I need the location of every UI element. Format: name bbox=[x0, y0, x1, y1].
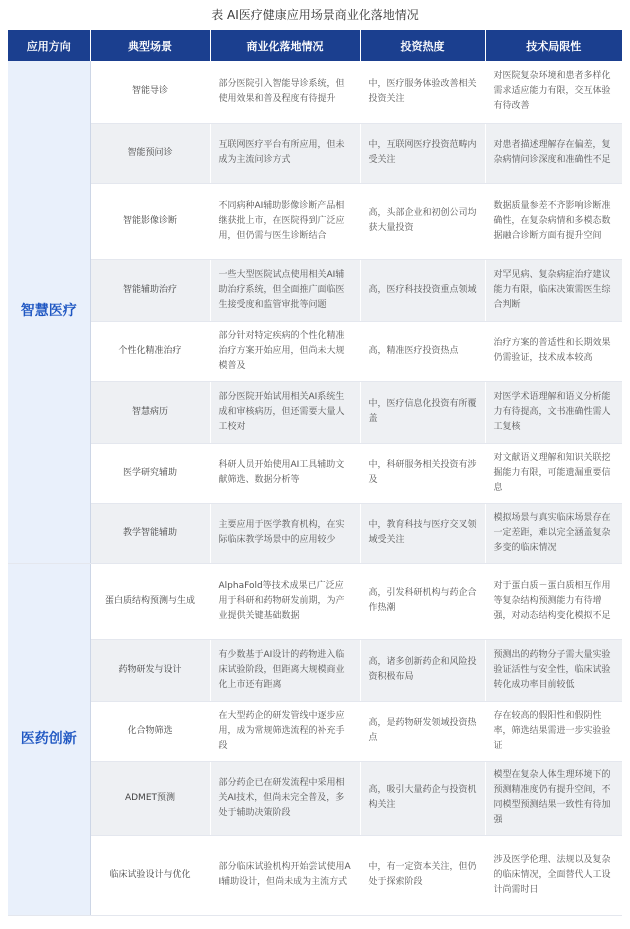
commercial-cell: 在大型药企的研发管线中逐步应用，成为常规筛选流程的补充手段 bbox=[210, 701, 360, 761]
table-row bbox=[8, 503, 622, 563]
commercial-cell: AlphaFold等技术成果已广泛应用于科研和药物研发前期，为产业提供关键基础数据 bbox=[210, 563, 360, 639]
investment-cell: 高，是药物研发领域投资热点 bbox=[360, 701, 485, 761]
table-row bbox=[8, 123, 622, 183]
limitation-cell: 对医院复杂环境和患者多样化需求适应能力有限，交互体验有待改善 bbox=[485, 61, 622, 123]
category-cell: 智慧医疗 bbox=[8, 61, 90, 563]
scene-cell: 智慧病历 bbox=[90, 381, 210, 443]
investment-cell: 中，科研服务相关投资有涉及 bbox=[360, 443, 485, 503]
investment-cell: 高，诸多创新药企和风险投资积极布局 bbox=[360, 639, 485, 701]
investment-cell: 高，精准医疗投资热点 bbox=[360, 321, 485, 381]
table-row bbox=[8, 183, 622, 259]
investment-cell: 高，引发科研机构与药企合作热潮 bbox=[360, 563, 485, 639]
limitation-cell: 模拟场景与真实临床场景存在一定差距，难以完全涵盖复杂多变的临床情况 bbox=[485, 503, 622, 563]
limitation-cell: 对医学术语理解和语义分析能力有待提高，文书准确性需人工复核 bbox=[485, 381, 622, 443]
scene-cell: ADMET预测 bbox=[90, 761, 210, 835]
category-cell: 医药创新 bbox=[8, 563, 90, 915]
commercial-cell: 不同病种AI辅助影像诊断产品相继获批上市，在医院得到广泛应用，但仍需与医生诊断结合 bbox=[210, 183, 360, 259]
header-direction: 应用方向 bbox=[8, 30, 90, 61]
scene-cell: 医学研究辅助 bbox=[90, 443, 210, 503]
table-row bbox=[8, 835, 622, 915]
limitation-cell: 模型在复杂人体生理环境下的预测精准度仍有提升空间，不同模型预测结果一致性有待加强 bbox=[485, 761, 622, 835]
investment-cell: 中，医疗服务体验改善相关投资关注 bbox=[360, 61, 485, 123]
investment-cell: 中，互联网医疗投资范畴内受关注 bbox=[360, 123, 485, 183]
limitation-cell: 涉及医学伦理、法规以及复杂的临床情况，全面替代人工设计尚需时日 bbox=[485, 835, 622, 915]
limitation-cell: 存在较高的假阳性和假阴性率，筛选结果需进一步实验验证 bbox=[485, 701, 622, 761]
limitation-cell: 治疗方案的普适性和长期效果仍需验证，技术成本较高 bbox=[485, 321, 622, 381]
header-row bbox=[8, 30, 622, 61]
investment-cell: 高，医疗科技投资重点领域 bbox=[360, 259, 485, 321]
header-limitation: 技术局限性 bbox=[485, 30, 622, 61]
commercial-cell: 互联网医疗平台有所应用，但未成为主流问诊方式 bbox=[210, 123, 360, 183]
table-row bbox=[8, 381, 622, 443]
limitation-cell: 对罕见病、复杂病症治疗建议能力有限，临床决策需医生综合判断 bbox=[485, 259, 622, 321]
scene-cell: 化合物筛选 bbox=[90, 701, 210, 761]
header-commercial: 商业化落地情况 bbox=[210, 30, 360, 61]
commercial-cell: 部分药企已在研发流程中采用相关AI技术，但尚未完全普及，多处于辅助决策阶段 bbox=[210, 761, 360, 835]
scene-cell: 智能导诊 bbox=[90, 61, 210, 123]
limitation-cell: 对患者描述理解存在偏差，复杂病情问诊深度和准确性不足 bbox=[485, 123, 622, 183]
scene-cell: 药物研发与设计 bbox=[90, 639, 210, 701]
investment-cell: 中，医疗信息化投资有所覆盖 bbox=[360, 381, 485, 443]
commercial-cell: 部分医院引入智能导诊系统，但使用效果和普及程度有待提升 bbox=[210, 61, 360, 123]
scene-cell: 智能预问诊 bbox=[90, 123, 210, 183]
limitation-cell: 对于蛋白质－蛋白质相互作用等复杂结构预测能力有待增强，对动态结构变化模拟不足 bbox=[485, 563, 622, 639]
limitation-cell: 预测出的药物分子需大量实验验证活性与安全性，临床试验转化成功率目前较低 bbox=[485, 639, 622, 701]
scene-cell: 蛋白质结构预测与生成 bbox=[90, 563, 210, 639]
header-investment: 投资热度 bbox=[360, 30, 485, 61]
scene-cell: 教学智能辅助 bbox=[90, 503, 210, 563]
scene-cell: 个性化精准治疗 bbox=[90, 321, 210, 381]
table-row bbox=[8, 701, 622, 761]
limitation-cell: 数据质量参差不齐影响诊断准确性，在复杂病情和多模态数据融合诊断方面有提升空间 bbox=[485, 183, 622, 259]
table-row bbox=[8, 61, 622, 123]
scene-cell: 临床试验设计与优化 bbox=[90, 835, 210, 915]
commercial-cell: 部分医院开始试用相关AI系统生成和审核病历，但还需要大量人工校对 bbox=[210, 381, 360, 443]
commercial-cell: 科研人员开始使用AI工具辅助文献筛选、数据分析等 bbox=[210, 443, 360, 503]
investment-cell: 高，头部企业和初创公司均获大量投资 bbox=[360, 183, 485, 259]
commercial-cell: 一些大型医院试点使用相关AI辅助治疗系统，但全面推广面临医生接受度和监管审批等问题 bbox=[210, 259, 360, 321]
scene-cell: 智能辅助治疗 bbox=[90, 259, 210, 321]
table-row bbox=[8, 563, 622, 639]
commercial-cell: 部分针对特定疾病的个性化精准治疗方案开始应用，但尚未大规模普及 bbox=[210, 321, 360, 381]
commercial-cell: 主要应用于医学教育机构，在实际临床教学场景中的应用较少 bbox=[210, 503, 360, 563]
commercial-cell: 部分临床试验机构开始尝试使用AI辅助设计，但尚未成为主流方式 bbox=[210, 835, 360, 915]
table-row bbox=[8, 639, 622, 701]
table-row bbox=[8, 761, 622, 835]
table-row bbox=[8, 321, 622, 381]
commercial-cell: 有少数基于AI设计的药物进入临床试验阶段，但距离大规模商业化上市还有距离 bbox=[210, 639, 360, 701]
header-scene: 典型场景 bbox=[90, 30, 210, 61]
investment-cell: 中，教育科技与医疗交叉领域受关注 bbox=[360, 503, 485, 563]
investment-cell: 中，有一定资本关注，但仍处于探索阶段 bbox=[360, 835, 485, 915]
table-caption: 表 AI医疗健康应用场景商业化落地情况 bbox=[211, 8, 419, 22]
investment-cell: 高，吸引大量药企与投资机构关注 bbox=[360, 761, 485, 835]
table-row bbox=[8, 443, 622, 503]
limitation-cell: 对文献语义理解和知识关联挖掘能力有限，可能遗漏重要信息 bbox=[485, 443, 622, 503]
table-row bbox=[8, 259, 622, 321]
scene-cell: 智能影像诊断 bbox=[90, 183, 210, 259]
table-body bbox=[8, 61, 622, 915]
commercialization-table bbox=[8, 30, 622, 916]
